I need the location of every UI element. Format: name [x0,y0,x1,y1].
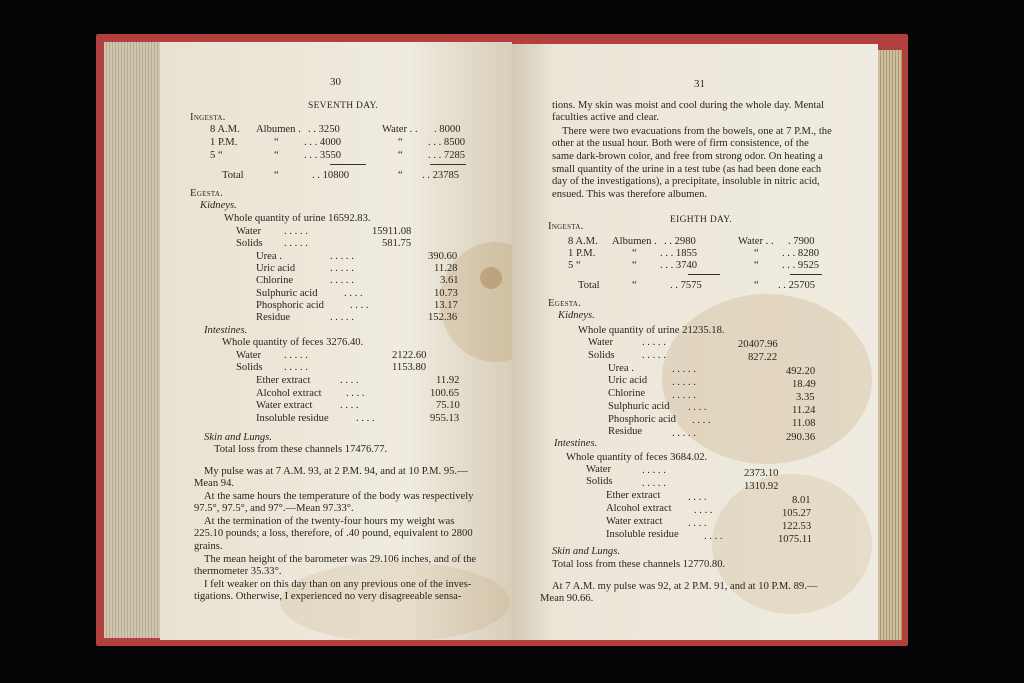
item-cell: “ [398,150,403,161]
item-cell: Albumen . [256,124,301,135]
amount-cell: . 8000 [434,124,461,135]
amount-cell: . . . 1855 [660,248,698,259]
text-line: I felt weaker on this day than on any previous one of the inves- [204,579,472,590]
row-label: Water extract [606,516,663,527]
leader-dots: . . . . [704,531,723,542]
total-value: . . 23785 [422,170,460,181]
item-cell: “ [754,248,759,259]
solids-value: 1153.80 [392,362,427,373]
page-number: 30 [330,76,341,88]
row-value: 492.20 [786,366,816,377]
item-cell: “ [274,137,279,148]
time-cell: 8 A.M. [568,236,598,247]
row-label: Insoluble residue [606,529,679,540]
solids-label: Solids [586,476,613,487]
section-heading: EIGHTH DAY. [670,215,732,225]
feces-quantity: Whole quantity of feces 3684.02. [566,452,708,463]
row-value: 3.35 [796,392,815,403]
page-number: 31 [694,78,705,90]
row-value: 100.65 [430,388,460,399]
solids-value: 581.75 [382,238,412,249]
text-line: tions. My skin was moist and cool during the whole day. Mental [552,100,825,111]
row-label: Insoluble residue [256,413,329,424]
leader-dots: . . . . [340,400,359,411]
item-cell: Water . . [738,236,774,247]
item-cell: “ [274,150,279,161]
row-value: 11.08 [792,418,816,429]
text-line: At the same hours the temperature of the body was respectively [204,491,474,502]
text-line: tigations. Otherwise, I experienced no very disagreeable sensa- [194,591,462,602]
leader-dots: . . . . [350,300,369,311]
intestines-label: Intestines. [204,325,248,336]
ditto-mark: “ [754,280,759,291]
time-cell: 8 A.M. [210,124,240,135]
amount-cell: . 7900 [788,236,815,247]
row-value: 3.61 [440,275,459,286]
item-cell: “ [632,248,637,259]
text-line: day of the investigations), a precipitate, insoluble in nitric acid, [552,176,820,187]
text-line: My pulse was at 7 A.M. 93, at 2 P.M. 94, and at 10 P.M. 95.— [204,466,468,477]
leader-dots: . . . . . [642,350,666,361]
leader-dots: . . . . . [284,350,308,361]
row-value: 75.10 [436,400,460,411]
row-label: Residue [608,426,643,437]
leader-dots: . . . . . [642,337,666,348]
row-value: 105.27 [782,508,812,519]
water-label: Water [586,464,612,475]
row-value: 11.92 [436,375,460,386]
solids-label: Solids [588,350,615,361]
row-value: 11.24 [792,405,816,416]
sum-rule [430,164,466,165]
total-label: Total [222,170,244,181]
total-label: Total [578,280,600,291]
row-label: Water extract [256,400,313,411]
intestines-label: Intestines. [554,438,598,449]
leader-dots: . . . . . [330,312,354,323]
leader-dots: . . . . . [672,428,696,439]
amount-cell: . . . 7285 [428,150,466,161]
leader-dots: . . . . . [284,238,308,249]
text-line: At 7 A.M. my pulse was 92, at 2 P.M. 91, and at 10 P.M. 89.— [552,581,818,592]
water-value: 2373.10 [744,468,779,479]
water-label: Water [236,226,262,237]
row-label: Urea . [608,363,634,374]
water-stain [480,267,502,289]
leader-dots: . . . . [692,415,711,426]
time-cell: 5 “ [568,260,581,271]
time-cell: 1 P.M. [210,137,238,148]
row-value: 13.17 [434,300,458,311]
leader-dots: . . . . . [330,275,354,286]
text-line: ensued. This was therefore albumen. [552,189,708,200]
text-line: There were two evacuations from the bowels, one at 7 P.M., the [562,126,832,137]
skin-lungs-label: Skin and Lungs. [552,546,620,557]
leader-dots: . . . . . [284,226,308,237]
amount-cell: . . . 3740 [660,260,698,271]
amount-cell: . . . 8500 [428,137,466,148]
kidneys-label: Kidneys. [200,200,237,211]
egesta-label: Egesta. [548,298,582,309]
time-cell: 1 P.M. [568,248,596,259]
leader-dots: . . . . . [642,478,666,489]
text-line: faculties active and clear. [552,112,660,123]
text-line: 97.5°, 97.5°, and 97°.—Mean 97.33°. [194,503,354,514]
total-value: . . 25705 [778,280,816,291]
row-label: Urea . [256,251,282,262]
water-value: 15911.08 [372,226,412,237]
leader-dots: . . . . [688,492,707,503]
leader-dots: . . . . . [672,377,696,388]
row-value: 290.36 [786,432,816,443]
water-label: Water [588,337,614,348]
right-page [512,44,878,640]
skin-lungs-total: Total loss from these channels 17476.77. [214,444,388,455]
row-value: 955.13 [430,413,460,424]
row-label: Ether extract [256,375,311,386]
row-label: Phosphoric acid [608,414,676,425]
ingesta-label: Ingesta. [190,112,226,123]
solids-label: Solids [236,362,263,373]
text-line: Mean 94. [194,478,235,489]
water-label: Water [236,350,262,361]
text-line: small quantity of the urine in a test tube (as had been done each [552,164,822,175]
row-value: 122.53 [782,521,812,532]
leader-dots: . . . . [356,413,375,424]
amount-cell: . . . 3550 [304,150,342,161]
sum-rule [330,164,366,165]
time-cell: 5 “ [210,150,223,161]
total-value: . . 10800 [312,170,350,181]
leader-dots: . . . . . [672,364,696,375]
left-page [160,42,512,640]
item-cell: Water . . [382,124,418,135]
leader-dots: . . . . . [330,251,354,262]
solids-value: 1310.92 [744,481,779,492]
solids-value: 827.22 [748,352,778,363]
row-value: 18.49 [792,379,816,390]
sum-rule [790,274,822,275]
row-value: 390.60 [428,251,458,262]
text-line: same dark-brown color, and free from strong odor. On heating a [552,151,823,162]
row-label: Chlorine [608,388,646,399]
amount-cell: . . . 9525 [782,260,820,271]
page-edges-left [104,42,164,638]
row-label: Alcohol extract [606,503,672,514]
row-label: Uric acid [608,375,648,386]
leader-dots: . . . . . [642,465,666,476]
row-value: 8.01 [792,495,811,506]
amount-cell: . . 2980 [664,236,696,247]
row-label: Alcohol extract [256,388,322,399]
leader-dots: . . . . [340,375,359,386]
water-value: 20407.96 [738,339,778,350]
text-line: Mean 90.66. [540,593,594,604]
total-value: . . 7575 [670,280,702,291]
amount-cell: . . . 8280 [782,248,820,259]
leader-dots: . . . . [694,505,713,516]
row-value: 11.28 [434,263,458,274]
row-label: Sulphuric acid [608,401,670,412]
feces-quantity: Whole quantity of feces 3276.40. [222,337,364,348]
item-cell: Albumen . [612,236,657,247]
item-cell: “ [632,260,637,271]
solids-label: Solids [236,238,263,249]
ingesta-label: Ingesta. [548,221,584,232]
item-cell: “ [398,137,403,148]
ditto-mark: “ [632,280,637,291]
urine-quantity: Whole quantity of urine 21235.18. [578,325,725,336]
kidneys-label: Kidneys. [558,310,595,321]
ditto-mark: “ [398,170,403,181]
leader-dots: . . . . . [284,362,308,373]
text-line: At the termination of the twenty-four hours my weight was [204,516,455,527]
leader-dots: . . . . [688,402,707,413]
text-line: 225.10 pounds; a loss, therefore, of .40 pound, equivalent to 2800 [194,528,473,539]
row-value: 152.36 [428,312,458,323]
water-value: 2122.60 [392,350,427,361]
amount-cell: . . 3250 [308,124,340,135]
row-label: Uric acid [256,263,296,274]
row-label: Ether extract [606,490,661,501]
leader-dots: . . . . [344,288,363,299]
row-value: 10.73 [434,288,458,299]
row-value: 1075.11 [778,534,813,545]
egesta-label: Egesta. [190,188,224,199]
ditto-mark: “ [274,170,279,181]
text-line: other at the usual hour. Both were of firm consistence, of the [552,138,809,149]
text-line: The mean height of the barometer was 29.106 inches, and of the [204,554,477,565]
skin-lungs-label: Skin and Lungs. [204,432,272,443]
row-label: Residue [256,312,291,323]
leader-dots: . . . . . [330,263,354,274]
leader-dots: . . . . . [672,390,696,401]
row-label: Phosphoric acid [256,300,324,311]
urine-quantity: Whole quantity of urine 16592.83. [224,213,371,224]
text-line: thermometer 35.33°. [194,566,282,577]
row-label: Chlorine [256,275,294,286]
section-heading: SEVENTH DAY. [308,101,379,111]
item-cell: “ [754,260,759,271]
row-label: Sulphuric acid [256,288,318,299]
leader-dots: . . . . [346,388,365,399]
sum-rule [688,274,720,275]
skin-lungs-total: Total loss from these channels 12770.80. [552,559,726,570]
amount-cell: . . . 4000 [304,137,342,148]
text-line: grains. [194,541,223,552]
leader-dots: . . . . [688,518,707,529]
